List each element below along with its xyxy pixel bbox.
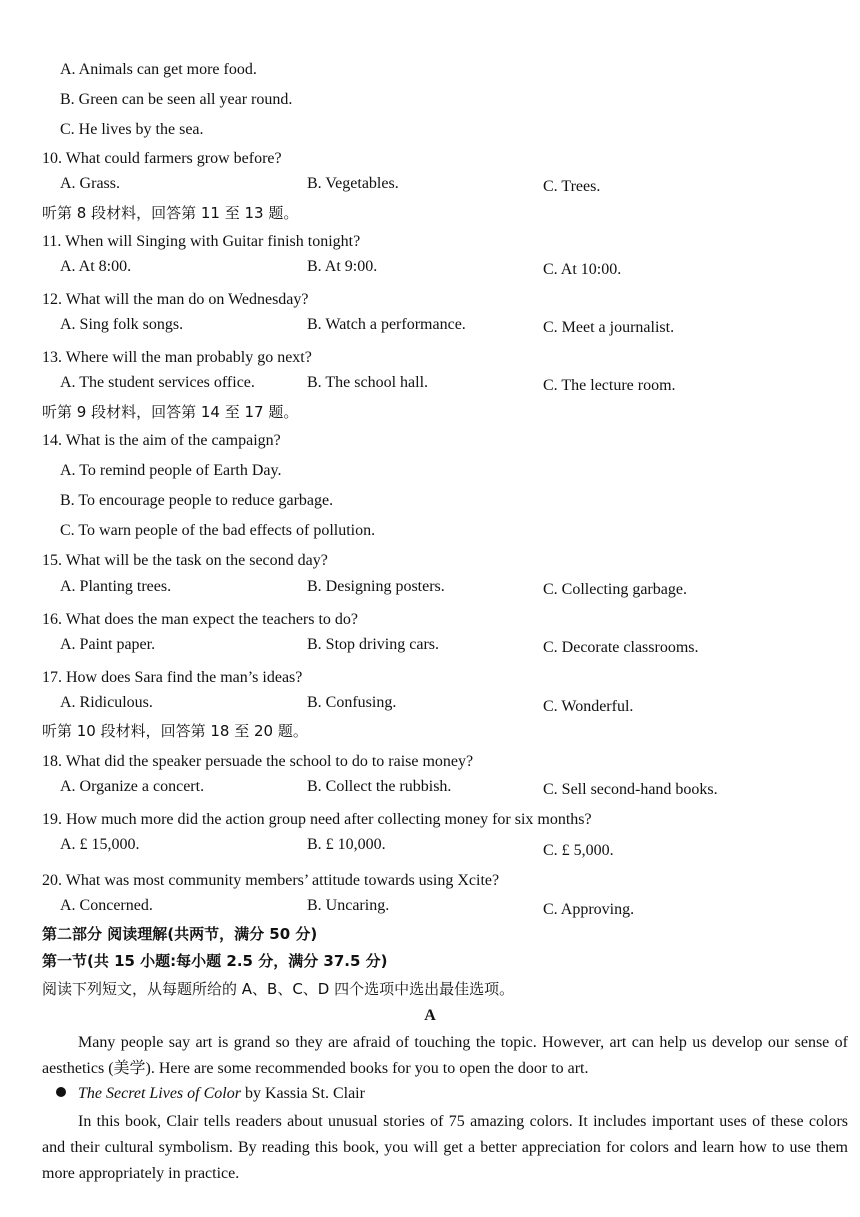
- section-8-instruction: 听第 8 段材料，回答第 11 至 13 题。: [42, 204, 299, 222]
- q16-option-b: B. Stop driving cars.: [307, 636, 439, 653]
- q18-stem: 18. What did the speaker persuade the school to do to raise money?: [42, 753, 474, 770]
- q10-option-b: B. Vegetables.: [307, 175, 399, 192]
- q19-stem: 19. How much more did the action group need after collecting money for six months?: [42, 811, 592, 828]
- q11-option-b: B. At 9:00.: [307, 258, 378, 275]
- book-1-title: The Secret Lives of Color: [78, 1085, 241, 1102]
- q13-stem: 13. Where will the man probably go next?: [42, 349, 312, 366]
- q17-option-a: A. Ridiculous.: [60, 694, 153, 711]
- q19-option-a: A. £ 15,000.: [60, 836, 140, 853]
- q18-option-b: B. Collect the rubbish.: [307, 778, 452, 795]
- q12-option-c: C. Meet a journalist.: [543, 319, 675, 336]
- passage-intro-text: Many people say art is grand so they are afraid of touching the topic. However, art can help us develop our sense of aesthetics (美学). Here are some recommended books for you to open the door to art.: [42, 1034, 848, 1077]
- q14-option-a: A. To remind people of Earth Day.: [60, 462, 282, 479]
- q15-stem: 15. What will be the task on the second day?: [42, 552, 328, 569]
- book-1-heading: [56, 1084, 365, 1104]
- q16-option-a: A. Paint paper.: [60, 636, 156, 653]
- q17-stem: 17. How does Sara find the man’s ideas?: [42, 669, 303, 686]
- q11-option-c: C. At 10:00.: [543, 261, 622, 278]
- q15-option-c: C. Collecting garbage.: [543, 581, 687, 598]
- q10-stem: 10. What could farmers grow before?: [42, 150, 282, 167]
- q19-option-b: B. £ 10,000.: [307, 836, 386, 853]
- q20-option-b: B. Uncaring.: [307, 897, 390, 914]
- q17-option-b: B. Confusing.: [307, 694, 397, 711]
- q10-option-a: A. Grass.: [60, 175, 120, 192]
- passage-label: A: [424, 1007, 436, 1024]
- q14-stem: 14. What is the aim of the campaign?: [42, 432, 281, 449]
- q20-option-c: C. Approving.: [543, 901, 635, 918]
- section-10-instruction: 听第 10 段材料，回答第 18 至 20 题。: [42, 722, 308, 740]
- q20-option-a: A. Concerned.: [60, 897, 153, 914]
- q19-option-c: C. £ 5,000.: [543, 842, 614, 859]
- q11-stem: 11. When will Singing with Guitar finish tonight?: [42, 233, 361, 250]
- q12-option-b: B. Watch a performance.: [307, 316, 466, 333]
- q14-option-b: B. To encourage people to reduce garbage.: [60, 492, 334, 509]
- q9-option-a: A. Animals can get more food.: [60, 61, 257, 78]
- q10-option-c: C. Trees.: [543, 178, 601, 195]
- book-1-author: by Kassia St. Clair: [240, 1085, 365, 1102]
- q15-option-a: A. Planting trees.: [60, 578, 172, 595]
- q16-stem: 16. What does the man expect the teachers to do?: [42, 611, 359, 628]
- q17-option-c: C. Wonderful.: [543, 698, 634, 715]
- section-one-title: 第一节(共 15 小题:每小题 2.5 分，满分 37.5 分): [42, 952, 388, 970]
- q11-option-a: A. At 8:00.: [60, 258, 132, 275]
- q14-option-c: C. To warn people of the bad effects of pollution.: [60, 522, 376, 539]
- q12-option-a: A. Sing folk songs.: [60, 316, 184, 333]
- q20-stem: 20. What was most community members’ attitude towards using Xcite?: [42, 872, 500, 889]
- part-two-title: 第二部分 阅读理解(共两节，满分 50 分): [42, 925, 318, 943]
- book-1-description-text: In this book, Clair tells readers about unusual stories of 75 amazing colors. It includes important uses of these colors and their cultural symbolism. By reading this book, you will get a better appreciation for colors and learn how to use them more appropriately in practice.: [42, 1113, 848, 1182]
- q9-option-c: C. He lives by the sea.: [60, 121, 204, 138]
- section-9-instruction: 听第 9 段材料，回答第 14 至 17 题。: [42, 403, 299, 421]
- book-1-description: [42, 1109, 848, 1187]
- q12-stem: 12. What will the man do on Wednesday?: [42, 291, 309, 308]
- q13-option-b: B. The school hall.: [307, 374, 429, 391]
- q13-option-c: C. The lecture room.: [543, 377, 676, 394]
- q18-option-a: A. Organize a concert.: [60, 778, 205, 795]
- q16-option-c: C. Decorate classrooms.: [543, 639, 699, 656]
- q18-option-c: C. Sell second-hand books.: [543, 781, 718, 798]
- reading-instruction: 阅读下列短文，从每题所给的 A、B、C、D 四个选项中选出最佳选项。: [42, 980, 515, 998]
- q9-option-b: B. Green can be seen all year round.: [60, 91, 293, 108]
- passage-intro: [42, 1030, 848, 1082]
- bullet-icon: [56, 1087, 66, 1097]
- q13-option-a: A. The student services office.: [60, 374, 255, 391]
- q15-option-b: B. Designing posters.: [307, 578, 445, 595]
